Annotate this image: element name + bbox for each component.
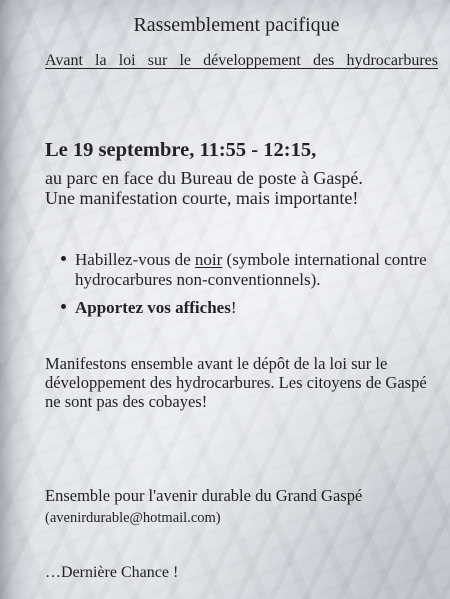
organizer-signature: Ensemble pour l'avenir durable du Grand Gaspé [45, 486, 363, 505]
bullet-item-dress-code-continued: hydrocarbures non-conventionnels). [75, 270, 321, 289]
event-location: au parc en face du Bureau de poste à Gaspé. [45, 168, 363, 188]
bullet-text-after: (symbole international contre [222, 250, 427, 269]
poster-subtitle: Avant la loi sur le développement des hydrocarbures [45, 52, 438, 69]
bullet-icon [61, 256, 66, 261]
bullet-text-bold: Apportez vos affiches [75, 298, 231, 317]
event-description: Une manifestation courte, mais importante! [45, 188, 359, 208]
event-date-time: Le 19 septembre, 11:55 - 12:15, [45, 139, 317, 161]
closing-line: …Dernière Chance ! [45, 564, 179, 581]
bullet-text-before: Habillez-vous de [75, 250, 195, 269]
bullet-item-dress-code [75, 251, 427, 268]
poster-title: Rassemblement pacifique [133, 14, 340, 36]
paragraph-line: ne sont pas des cobayes! [45, 392, 208, 411]
organizer-email: (avenirdurable@hotmail.com) [45, 510, 221, 526]
bullet-text-after: ! [230, 298, 237, 317]
paragraph-line: Manifestons ensemble avant le dépôt de la loi sur le [45, 354, 388, 373]
bullet-text-emphasis: noir [194, 250, 223, 269]
bullet-icon [61, 304, 66, 309]
bullet-item-bring-signs [75, 299, 236, 316]
paragraph-line: développement des hydrocarbures. Les citoyens de Gaspé [45, 373, 427, 392]
